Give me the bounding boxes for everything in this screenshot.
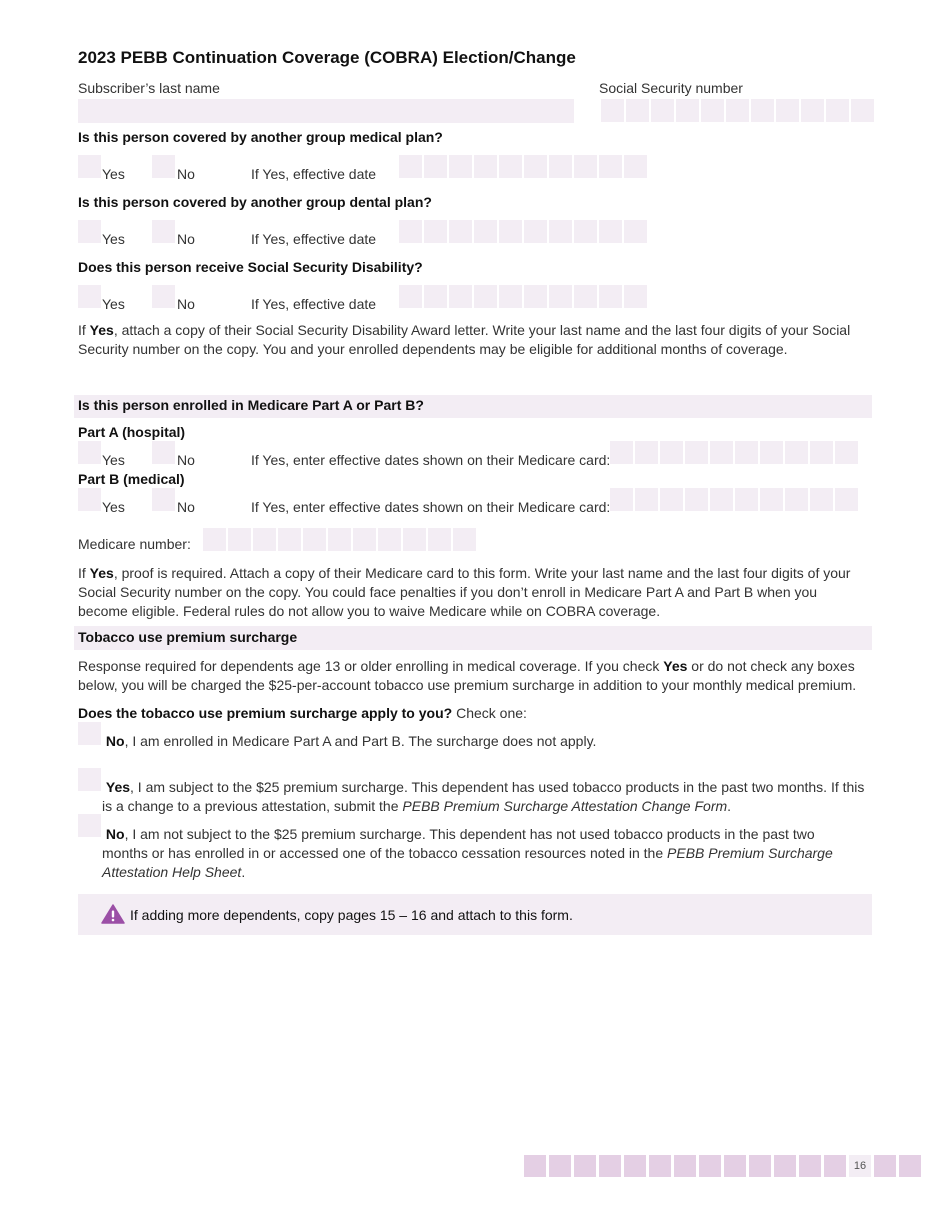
ssd-date-label: If Yes, effective date (251, 296, 377, 312)
ssd-date-input[interactable] (399, 285, 647, 308)
part-a-yes-label: Yes (102, 452, 125, 468)
dental-date-input[interactable] (399, 220, 647, 243)
ssd-no-label: No (177, 296, 195, 312)
notice-box (78, 894, 872, 935)
dental-yes-label: Yes (102, 231, 125, 247)
part-b-no-label: No (177, 499, 195, 515)
tobacco-opt1-checkbox[interactable] (78, 722, 101, 745)
part-a-yes-checkbox[interactable] (78, 441, 101, 464)
medical-date-input[interactable] (399, 155, 647, 178)
footer-decoration (524, 1155, 921, 1177)
medical-date-label: If Yes, effective date (251, 166, 377, 182)
medical-no-label: No (177, 166, 195, 182)
part-a-date-input[interactable] (610, 441, 858, 464)
ssn-label: Social Security number (599, 80, 743, 96)
part-b-date-input[interactable] (610, 488, 858, 511)
tobacco-header: Tobacco use premium surcharge (78, 629, 298, 645)
part-a-no-checkbox[interactable] (152, 441, 175, 464)
tobacco-opt3-text: No, I am not subject to the $25 premium surcharge. This dependent has not used tobacco products in the past two months or has enrolled in or accessed one of the tobacco cessation resources noted in the PEBB Premium Surcharge Attestation Help Sheet. (102, 826, 833, 880)
ssn-input[interactable] (601, 99, 874, 122)
ssd-yes-checkbox[interactable] (78, 285, 101, 308)
medicare-note: If Yes, proof is required. Attach a copy of their Medicare card to this form. Write your last name and the last four digits of your Social Security number on the copy. You could face penalties if you don’t enroll in Medicare Part A and Part B when you become eligible. Federal rules do not allow you to waive Medicare while on COBRA coverage. (78, 565, 851, 619)
part-a-dates-label: If Yes, enter effective dates shown on their Medicare card: (251, 452, 611, 468)
tobacco-opt1-text: No, I am enrolled in Medicare Part A and Part B. The surcharge does not apply. (105, 733, 597, 749)
dental-plan-question: Is this person covered by another group dental plan? (78, 194, 432, 210)
part-b-label: Part B (medical) (78, 471, 185, 487)
tobacco-question: Does the tobacco use premium surcharge apply to you? Check one: (78, 705, 527, 721)
page-title: 2023 PEBB Continuation Coverage (COBRA) Election/Change (78, 48, 576, 67)
tobacco-intro: Response required for dependents age 13 or older enrolling in medical coverage. If you check Yes or do not check any boxes below, you will be charged the $25-per-account tobacco use premium surcharge in addition to your monthly medical premium. (78, 658, 857, 693)
dental-yes-checkbox[interactable] (78, 220, 101, 243)
part-b-dates-label: If Yes, enter effective dates shown on their Medicare card: (251, 499, 611, 515)
warning-icon (101, 904, 125, 929)
part-b-no-checkbox[interactable] (152, 488, 175, 511)
last-name-label: Subscriber’s last name (78, 80, 220, 96)
medicare-number-input[interactable] (203, 528, 476, 551)
medicare-number-label: Medicare number: (78, 536, 191, 552)
page-number: 16 (849, 1155, 871, 1177)
ssd-yes-label: Yes (102, 296, 125, 312)
notice-text: If adding more dependents, copy pages 15 – 16 and attach to this form. (130, 907, 573, 923)
tobacco-header-band (74, 626, 872, 650)
ssd-no-checkbox[interactable] (152, 285, 175, 308)
medical-no-checkbox[interactable] (152, 155, 175, 178)
tobacco-opt2-text: Yes, I am subject to the $25 premium surcharge. This dependent has used tobacco products in the past two months. If this is a change to a previous attestation, submit the PEBB Premium Surcharge Attestation Change Form. (102, 779, 865, 814)
tobacco-opt2-checkbox[interactable] (78, 768, 101, 791)
part-b-yes-checkbox[interactable] (78, 488, 101, 511)
dental-date-label: If Yes, effective date (251, 231, 377, 247)
ssd-note: If Yes, attach a copy of their Social Security Disability Award letter. Write your last name and the last four digits of your Social Security number on the copy. You and your enrolled dependents may be eligible for additional months of coverage. (78, 322, 851, 357)
part-b-yes-label: Yes (102, 499, 125, 515)
medical-plan-question: Is this person covered by another group medical plan? (78, 129, 443, 145)
ss-disability-question: Does this person receive Social Security Disability? (78, 259, 423, 275)
part-a-label: Part A (hospital) (78, 424, 186, 440)
medical-yes-checkbox[interactable] (78, 155, 101, 178)
medicare-header: Is this person enrolled in Medicare Part A or Part B? (78, 397, 424, 413)
part-a-no-label: No (177, 452, 195, 468)
last-name-input[interactable] (78, 99, 574, 123)
tobacco-opt3-checkbox[interactable] (78, 814, 101, 837)
dental-no-checkbox[interactable] (152, 220, 175, 243)
dental-no-label: No (177, 231, 195, 247)
medical-yes-label: Yes (102, 166, 125, 182)
medicare-header-band (74, 395, 872, 418)
